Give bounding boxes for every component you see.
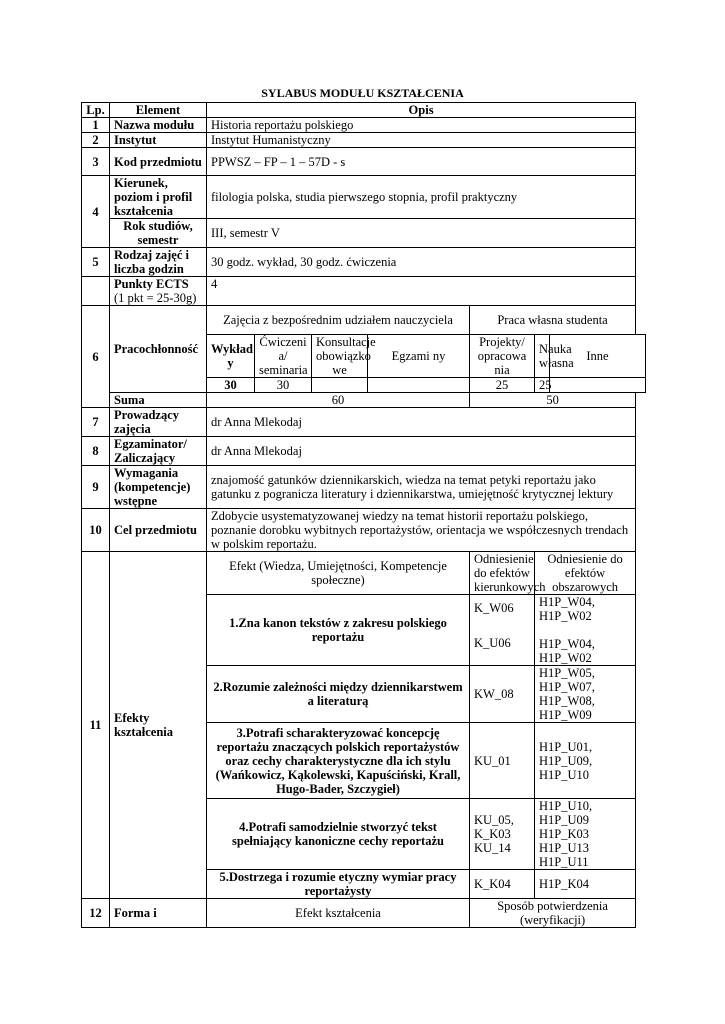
row-number: 9 xyxy=(82,466,110,509)
ects-label xyxy=(110,277,207,306)
document-title: SYLABUS MODUŁU KSZTAŁCENIA xyxy=(261,86,464,100)
row-4 xyxy=(82,176,646,219)
row-label: Instytut xyxy=(110,133,207,148)
effect-text: 1.Zna kanon tekstów z zakresu polskiego reportażu xyxy=(207,595,470,666)
effect-text: 5.Dostrzega i rozumie etyczny wymiar pracy reportażysty xyxy=(207,870,470,899)
effect-area: H1P_K04 xyxy=(535,870,636,899)
workload-value: 25 xyxy=(470,378,535,393)
row-label: Prowadzący zajęcia xyxy=(110,408,207,437)
row-5 xyxy=(82,248,646,277)
row-value: Instytut Humanistyczny xyxy=(207,133,636,148)
effects-head-area: Odniesienie do efektów obszarowych xyxy=(535,552,636,595)
row-number: 10 xyxy=(82,509,110,552)
row-1 xyxy=(82,118,646,133)
workload-value xyxy=(368,378,470,393)
workload-value: 30 xyxy=(207,378,255,393)
effect-area: H1P_W05, H1P_W07, H1P_W08, H1P_W09 xyxy=(535,666,636,723)
effect-area: H1P_U01, H1P_U09, H1P_U10 xyxy=(535,723,636,799)
effect-dir: KW_08 xyxy=(470,666,535,723)
table-header-row xyxy=(82,103,646,118)
row-value: 30 godz. wykład, 30 godz. ćwiczenia xyxy=(207,248,636,277)
row-value: Historia reportażu polskiego xyxy=(207,118,636,133)
row-label: Forma i xyxy=(110,899,207,928)
row-label: Egzaminator/ Zaliczający xyxy=(110,437,207,466)
row-5b xyxy=(82,277,646,306)
effect-text: 4.Potrafi samodzielnie stworzyć tekst spełniający kanoniczne cechy reportażu xyxy=(207,799,470,870)
effect-dir: KU_05, K_K03 KU_14 xyxy=(470,799,535,870)
sum-label: Suma xyxy=(110,393,207,408)
row-number: 5 xyxy=(82,248,110,277)
workload-group-row xyxy=(82,306,646,335)
workload-col: Egzami ny xyxy=(368,335,470,378)
header-opis: Opis xyxy=(207,103,636,118)
effect-dir: KU_01 xyxy=(470,723,535,799)
ects-title: Punkty ECTS xyxy=(114,277,189,291)
effect-dir: K_K04 xyxy=(470,870,535,899)
row-4b xyxy=(82,219,646,248)
header-element: Element xyxy=(110,103,207,118)
workload-col: Wykład y xyxy=(207,335,255,378)
row-number: 11 xyxy=(82,552,110,899)
row12-col-effect: Efekt kształcenia xyxy=(207,899,470,928)
row-label: Nazwa modułu xyxy=(110,118,207,133)
sum-teacher: 60 xyxy=(207,393,470,408)
effects-head-effect: Efekt (Wiedza, Umiejętności, Kompetencje społeczne) xyxy=(207,552,470,595)
ects-subtitle: (1 pkt = 25-30g) xyxy=(114,291,197,305)
row-value: Zdobycie usystematyzowanej wiedzy na temat historii reportażu polskiego, poznanie dorobku wybitnych reportażystów, orientacja we współczesnych trendach w polskim reportażu. xyxy=(207,509,636,552)
effect-dir-1: K_W06 xyxy=(474,601,514,615)
row-8 xyxy=(82,437,646,466)
sum-student: 50 xyxy=(470,393,636,408)
effect-area-2: H1P_W04, H1P_W02 xyxy=(539,637,595,665)
row-value: znajomość gatunków dziennikarskich, wiedza na temat petyki reportażu jako gatunku z pogranicza literatury i dziennikarstwa, umiejętność krytycznej lektury xyxy=(207,466,636,509)
row-12 xyxy=(82,899,646,928)
workload-group-student: Praca własna studenta xyxy=(470,306,636,335)
row-value: III, semestr V xyxy=(207,219,636,248)
row-10 xyxy=(82,509,646,552)
row-label: Rok studiów, semestr xyxy=(110,219,207,248)
row-value: PPWSZ – FP – 1 – 57D - s xyxy=(207,148,636,176)
row-number: 7 xyxy=(82,408,110,437)
row-number: 8 xyxy=(82,437,110,466)
effects-label: Efekty kształcenia xyxy=(110,552,207,899)
workload-sum-row xyxy=(82,393,646,408)
workload-col: Ćwiczeni a/ seminaria xyxy=(255,335,312,378)
row-7 xyxy=(82,408,646,437)
row-number: 2 xyxy=(82,133,110,148)
row-label: Rodzaj zajęć i liczba godzin xyxy=(110,248,207,277)
effects-head-dir: Odniesienie do efektów kierunkowych xyxy=(470,552,535,595)
workload-value xyxy=(550,378,646,393)
row-label: Kod przedmiotu xyxy=(110,148,207,176)
row-number: 1 xyxy=(82,118,110,133)
row-label: Wymagania (kompetencje) wstępne xyxy=(110,466,207,509)
row-3 xyxy=(82,148,646,176)
effects-header-row xyxy=(82,552,646,595)
row-number: 4 xyxy=(82,176,110,248)
effect-area xyxy=(535,595,636,666)
effect-area: H1P_U10, H1P_U09 H1P_K03 H1P_U13 H1P_U11 xyxy=(535,799,636,870)
row-label: Kierunek, poziom i profil kształcenia xyxy=(110,176,207,219)
workload-col: Projekty/ opracowa nia xyxy=(470,335,535,378)
row-value: dr Anna Mlekodaj xyxy=(207,408,636,437)
effect-dir xyxy=(470,595,535,666)
row-label: Cel przedmiotu xyxy=(110,509,207,552)
row-9 xyxy=(82,466,646,509)
row12-col-verification: Sposób potwierdzenia (weryfikacji) xyxy=(470,899,636,928)
effect-text: 3.Potrafi scharakteryzować koncepcję reportażu znaczących polskich reportażystów oraz cechy charakterystyczne dla ich stylu (Wańkowicz, Kąkolewski, Kapuściński, Krall, Hugo-Bader, Szczygieł) xyxy=(207,723,470,799)
header-lp: Lp. xyxy=(82,103,110,118)
syllabus-table xyxy=(81,102,646,928)
effect-dir-2: K_U06 xyxy=(474,636,511,650)
workload-group-teacher: Zajęcia z bezpośrednim udziałem nauczyciela xyxy=(207,306,470,335)
row-value: dr Anna Mlekodaj xyxy=(207,437,636,466)
ects-value: 4 xyxy=(207,277,636,306)
workload-value: 30 xyxy=(255,378,312,393)
workload-value: 25 xyxy=(535,378,550,393)
row-number: 6 xyxy=(82,306,110,408)
effect-area-1: H1P_W04, H1P_W02 xyxy=(539,595,595,623)
row-number: 12 xyxy=(82,899,110,928)
effect-text: 2.Rozumie zależności między dziennikarstwem a literaturą xyxy=(207,666,470,723)
row-number: 3 xyxy=(82,148,110,176)
workload-label: Pracochłonność xyxy=(110,306,207,393)
workload-col: Inne xyxy=(550,335,646,378)
row-value: filologia polska, studia pierwszego stopnia, profil praktyczny xyxy=(207,176,636,219)
workload-col: Nauka własna xyxy=(535,335,550,378)
workload-col: Konsultacje obowiązko we xyxy=(312,335,368,378)
row-2 xyxy=(82,133,646,148)
workload-value xyxy=(312,378,368,393)
